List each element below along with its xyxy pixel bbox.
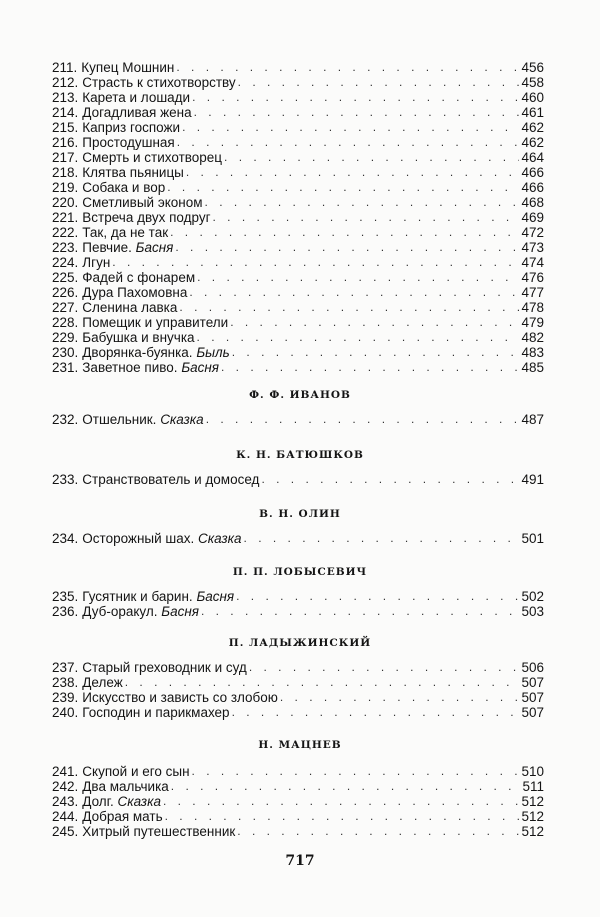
entry-number: 234.	[52, 531, 79, 546]
entry-title	[78, 809, 162, 824]
entry-page: 477	[521, 285, 544, 300]
title-text: Фадей с фонарем	[82, 270, 196, 285]
toc-entry	[52, 779, 544, 794]
entry-page: 485	[521, 360, 544, 375]
toc-entry	[52, 764, 544, 779]
entry-page: 507	[521, 705, 544, 720]
author-heading: П. ЛАДЫЖИНСКИЙ	[228, 637, 372, 649]
toc-entry	[52, 675, 544, 690]
toc-entry	[52, 270, 544, 285]
entry-list	[52, 531, 544, 546]
entry-title	[78, 195, 202, 210]
toc-entry	[52, 90, 544, 105]
entry-number: 222.	[52, 225, 79, 240]
entry-title	[78, 180, 165, 195]
toc-entry	[52, 180, 544, 195]
toc-entry	[52, 794, 544, 809]
dot-leader	[261, 472, 519, 487]
entry-page: 469	[521, 210, 544, 225]
entry-title	[78, 105, 191, 120]
entry-number: 229.	[52, 330, 79, 345]
dot-leader	[230, 315, 519, 330]
title-text: Клятва пьяницы	[82, 165, 184, 180]
entry-number: 232.	[52, 412, 79, 427]
entry-title	[78, 794, 161, 809]
dot-leader	[167, 180, 519, 195]
entry-title	[78, 604, 199, 619]
entry-title	[78, 531, 241, 546]
entry-number: 226.	[52, 285, 79, 300]
dot-leader	[163, 794, 520, 809]
title-text: Странствователь и домосед	[82, 472, 260, 487]
entry-number: 218.	[52, 165, 79, 180]
entry-number: 231.	[52, 360, 79, 375]
title-text: Помещик и управители	[82, 315, 229, 330]
entry-title	[78, 270, 195, 285]
dot-leader	[189, 285, 519, 300]
entry-number: 235.	[52, 589, 79, 604]
entry-number: 220.	[52, 195, 79, 210]
entry-title	[78, 120, 180, 135]
entry-page: 461	[521, 105, 544, 120]
entry-number: 216.	[52, 135, 79, 150]
title-text: Лгун	[82, 255, 111, 270]
entry-number: 227.	[52, 300, 79, 315]
dot-leader	[197, 330, 520, 345]
entry-number: 233.	[52, 472, 79, 487]
dot-leader	[213, 210, 520, 225]
genre-label: Сказка	[117, 794, 161, 809]
entry-list	[52, 412, 544, 427]
title-text: Господин и парикмахер	[82, 705, 230, 720]
toc-entry	[52, 589, 544, 604]
entry-page: 458	[521, 75, 544, 90]
toc-entry	[52, 705, 544, 720]
entry-page: 478	[521, 300, 544, 315]
title-text: Дуб-оракул.	[82, 604, 158, 619]
toc-entry	[52, 120, 544, 135]
entry-title	[78, 472, 259, 487]
title-text: Дележ	[82, 675, 123, 690]
entry-number: 224.	[52, 255, 79, 270]
entry-page: 468	[521, 195, 544, 210]
title-text: Бабушка и внучка	[82, 330, 195, 345]
title-text: Добрая мать	[82, 809, 163, 824]
toc-entry	[52, 75, 544, 90]
entry-page: 512	[521, 809, 544, 824]
entry-number: 212.	[52, 75, 79, 90]
genre-label: Басня	[196, 589, 235, 604]
entry-title	[77, 60, 174, 75]
toc-entry	[52, 824, 544, 839]
entry-title	[78, 660, 247, 675]
dot-leader	[171, 779, 521, 794]
dot-leader	[232, 345, 520, 360]
title-text: Догадливая жена	[82, 105, 192, 120]
toc-entry	[52, 195, 544, 210]
dot-leader	[186, 165, 520, 180]
entry-page: 487	[521, 412, 544, 427]
title-text: Собака и вор	[82, 180, 166, 195]
entry-title	[78, 225, 168, 240]
entry-title	[78, 90, 190, 105]
entry-number: 230.	[52, 345, 79, 360]
title-text: Долг.	[82, 794, 114, 809]
toc-entry	[52, 345, 544, 360]
entry-title	[78, 824, 235, 839]
entry-page: 462	[521, 135, 544, 150]
dot-leader	[176, 60, 519, 75]
dot-leader	[224, 150, 519, 165]
entry-page: 502	[521, 589, 544, 604]
toc-entry	[52, 135, 544, 150]
dot-leader	[175, 240, 519, 255]
entry-page: 466	[521, 165, 544, 180]
entry-page: 474	[521, 255, 544, 270]
entry-page: 472	[521, 225, 544, 240]
entry-title	[78, 675, 122, 690]
title-text: Дура Пахомовна	[82, 285, 188, 300]
entry-number: 242.	[52, 779, 79, 794]
title-text: Отшельник.	[82, 412, 157, 427]
entry-page: 482	[521, 330, 544, 345]
entry-number: 211.	[52, 60, 78, 75]
author-heading: П. П. ЛОБЫСЕВИЧ	[232, 566, 368, 578]
entry-list	[52, 472, 544, 487]
dot-leader	[221, 360, 519, 375]
title-text: Сленина лавка	[82, 300, 178, 315]
dot-leader	[201, 604, 520, 619]
title-text: Страсть к стихотворству	[82, 75, 236, 90]
toc-entry	[52, 105, 544, 120]
entry-number: 237.	[52, 660, 79, 675]
entry-title	[78, 210, 210, 225]
title-text: Смерть и стихотворец	[82, 150, 223, 165]
toc-entry	[52, 225, 544, 240]
entry-page: 464	[521, 150, 544, 165]
entry-page: 506	[521, 660, 544, 675]
entry-title	[78, 255, 110, 270]
entry-number: 223.	[52, 240, 79, 255]
entry-number: 244.	[52, 809, 79, 824]
entry-list	[52, 589, 544, 619]
entry-title	[78, 412, 203, 427]
genre-label: Быль	[196, 345, 230, 360]
dot-leader	[249, 660, 520, 675]
toc-entry	[52, 690, 544, 705]
entry-title	[78, 165, 184, 180]
entry-page: 462	[521, 120, 544, 135]
toc-entry	[52, 531, 544, 546]
entry-page: 503	[521, 604, 544, 619]
title-text: Заветное пиво.	[82, 360, 178, 375]
entry-number: 245.	[52, 824, 79, 839]
entry-title	[78, 240, 173, 255]
entry-number: 217.	[52, 150, 79, 165]
dot-leader	[238, 75, 520, 90]
title-text: Дворянка-буянка.	[82, 345, 193, 360]
title-text: Хитрый путешественник	[82, 824, 236, 839]
title-text: Певчие.	[82, 240, 132, 255]
title-text: Каприз госпожи	[82, 120, 181, 135]
entry-title	[78, 779, 169, 794]
toc-entry	[52, 300, 544, 315]
toc-entry	[52, 660, 544, 675]
entry-list	[52, 764, 544, 839]
dot-leader	[194, 105, 520, 120]
toc-entry	[52, 315, 544, 330]
dot-leader	[205, 195, 520, 210]
title-text: Искусство и зависть со злобою	[82, 690, 278, 705]
toc-entry	[52, 240, 544, 255]
dot-leader	[237, 824, 519, 839]
title-text: Простодушная	[82, 135, 175, 150]
entry-title	[78, 690, 278, 705]
entry-number: 241.	[52, 764, 79, 779]
dot-leader	[206, 412, 520, 427]
title-text: Так, да не так	[82, 225, 169, 240]
entry-number: 215.	[52, 120, 79, 135]
title-text: Сметливый эконом	[82, 195, 203, 210]
dot-leader	[112, 255, 519, 270]
title-text: Скупой и его сын	[82, 764, 190, 779]
genre-label: Сказка	[160, 412, 204, 427]
entry-page: 512	[521, 794, 544, 809]
entry-number: 214.	[52, 105, 79, 120]
entry-title	[78, 150, 222, 165]
entry-list	[52, 60, 544, 375]
toc-entry	[52, 210, 544, 225]
toc-entry	[52, 360, 544, 375]
toc-entry	[52, 809, 544, 824]
dot-leader	[125, 675, 520, 690]
entry-page: 491	[521, 472, 544, 487]
entry-number: 228.	[52, 315, 79, 330]
author-heading: В. Н. ОЛИН	[259, 508, 341, 520]
toc-entry	[52, 604, 544, 619]
dot-leader	[170, 225, 519, 240]
toc-entry	[52, 330, 544, 345]
entry-page: 466	[521, 180, 544, 195]
dot-leader	[165, 809, 520, 824]
entry-title	[78, 135, 174, 150]
entry-page: 483	[521, 345, 544, 360]
entry-page: 510	[521, 764, 544, 779]
toc-entry	[52, 285, 544, 300]
entry-title	[78, 705, 229, 720]
entry-title	[78, 764, 189, 779]
dot-leader	[192, 90, 519, 105]
title-text: Осторожный шах.	[82, 531, 195, 546]
entry-number: 221.	[52, 210, 79, 225]
dot-leader	[179, 300, 519, 315]
title-text: Купец Мошнин	[81, 60, 175, 75]
entry-number: 238.	[52, 675, 79, 690]
entry-title	[78, 360, 219, 375]
entry-page: 507	[521, 675, 544, 690]
entry-title	[78, 75, 235, 90]
dot-leader	[192, 764, 520, 779]
dot-leader	[280, 690, 520, 705]
entry-number: 239.	[52, 690, 79, 705]
entry-title	[78, 330, 194, 345]
dot-leader	[182, 120, 519, 135]
toc-entry	[52, 412, 544, 427]
genre-label: Басня	[181, 360, 220, 375]
entry-page: 456	[521, 60, 544, 75]
entry-title	[78, 300, 177, 315]
entry-title	[78, 589, 234, 604]
entry-page: 501	[521, 531, 544, 546]
author-heading: К. Н. БАТЮШКОВ	[236, 449, 364, 461]
dot-leader	[197, 270, 519, 285]
title-text: Два мальчика	[82, 779, 169, 794]
dot-leader	[177, 135, 520, 150]
toc-entry	[52, 255, 544, 270]
entry-page: 512	[521, 824, 544, 839]
author-heading: Н. МАЦНЕВ	[258, 739, 342, 751]
entry-title	[78, 285, 187, 300]
entry-number: 240.	[52, 705, 79, 720]
entry-number: 236.	[52, 604, 79, 619]
genre-label: Сказка	[198, 531, 242, 546]
entry-page: 507	[521, 690, 544, 705]
dot-leader	[232, 705, 520, 720]
title-text: Гусятник и барин.	[82, 589, 193, 604]
toc-entry	[52, 472, 544, 487]
entry-number: 225.	[52, 270, 79, 285]
entry-page: 460	[521, 90, 544, 105]
title-text: Встреча двух подруг	[82, 210, 211, 225]
title-text: Старый греховодник и суд	[82, 660, 247, 675]
toc-entry	[52, 150, 544, 165]
genre-label: Басня	[161, 604, 199, 619]
entry-page: 479	[521, 315, 544, 330]
genre-label: Басня	[135, 240, 174, 255]
entry-page: 476	[521, 270, 544, 285]
toc-entry	[52, 60, 544, 75]
entry-list	[52, 660, 544, 720]
entry-page: 473	[521, 240, 544, 255]
entry-page: 511	[522, 779, 544, 794]
entry-title	[78, 315, 228, 330]
page-number: 717	[285, 853, 315, 869]
dot-leader	[244, 531, 520, 546]
author-heading: Ф. Ф. ИВАНОВ	[249, 389, 351, 401]
entry-title	[78, 345, 229, 360]
dot-leader	[236, 589, 519, 604]
toc-entry	[52, 165, 544, 180]
title-text: Карета и лошади	[82, 90, 191, 105]
entry-number: 213.	[52, 90, 79, 105]
entry-number: 219.	[52, 180, 79, 195]
entry-number: 243.	[52, 794, 79, 809]
